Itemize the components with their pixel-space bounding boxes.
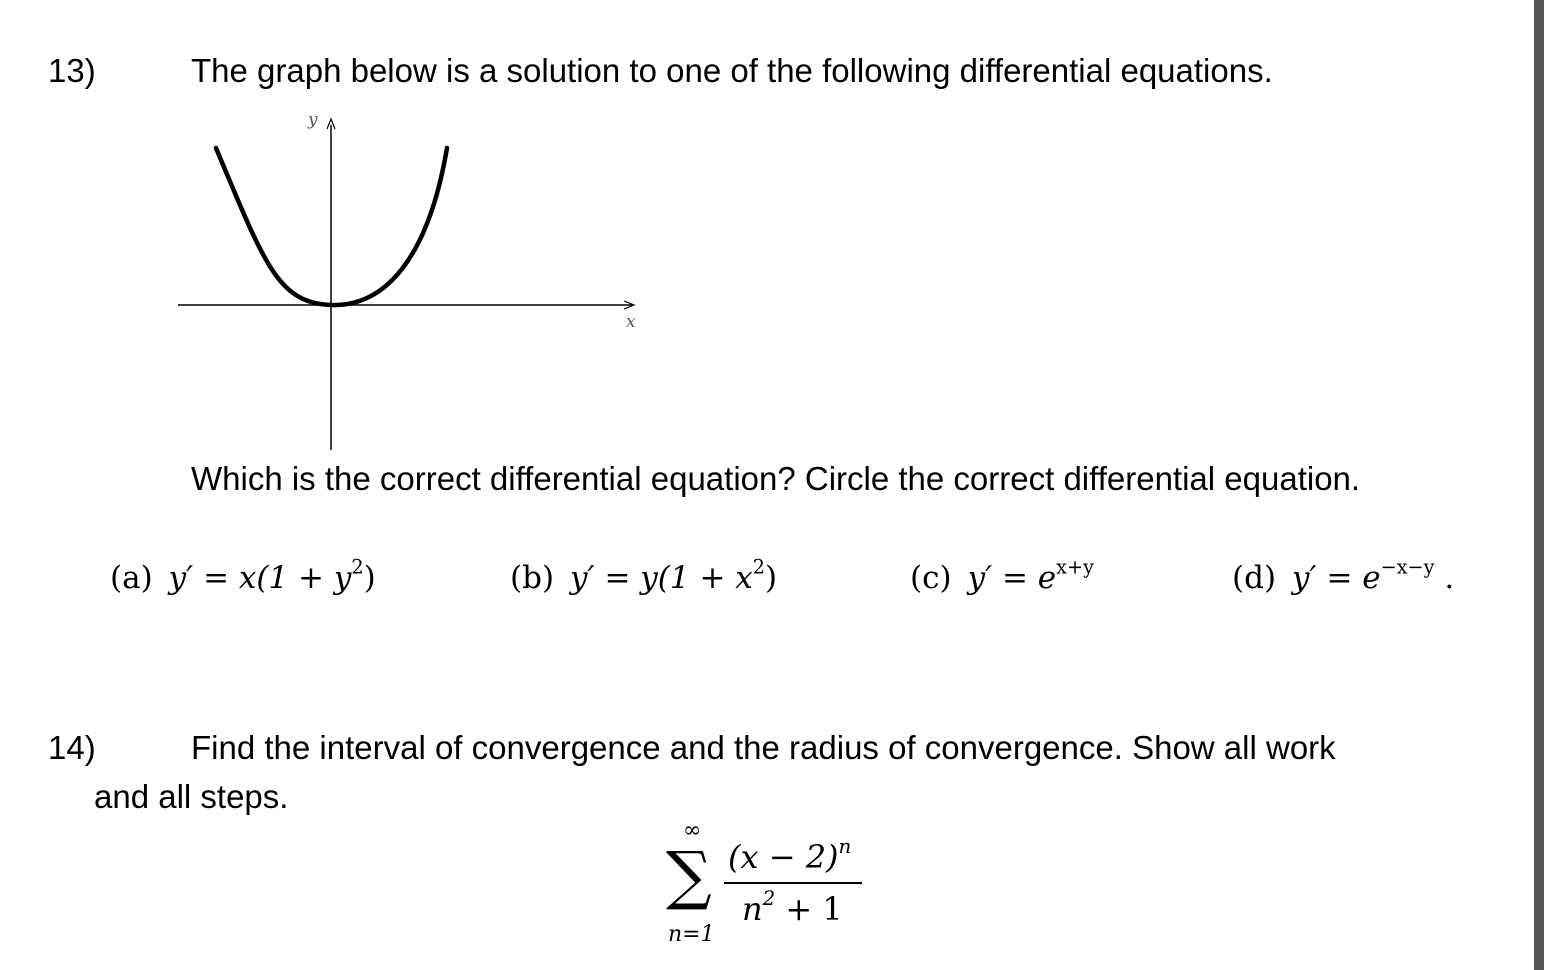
option-a-label: (a) bbox=[110, 560, 153, 596]
option-a-lhs: y′ = bbox=[168, 560, 239, 596]
question-14-prompt-line2: and all steps. bbox=[94, 778, 289, 815]
summation-sign: ∑ bbox=[666, 839, 712, 913]
question-13-number: 13) bbox=[48, 52, 96, 89]
y-axis-label: y bbox=[308, 110, 318, 130]
scrollbar[interactable] bbox=[1534, 0, 1544, 970]
option-a-rhs: x(1 + y bbox=[238, 560, 352, 596]
numerator-base: (x − 2) bbox=[728, 838, 839, 876]
denominator-tail: + 1 bbox=[775, 890, 843, 928]
option-d-label: (d) bbox=[1232, 560, 1277, 596]
solution-graph bbox=[170, 105, 650, 455]
option-a-exponent: 2 bbox=[351, 555, 364, 579]
x-axis-label: x bbox=[626, 312, 636, 332]
option-c[interactable] bbox=[910, 555, 1094, 596]
series-denominator bbox=[742, 887, 843, 928]
series-numerator bbox=[728, 835, 852, 876]
option-b-lhs: y′ = bbox=[570, 560, 641, 596]
option-d-close: . bbox=[1434, 560, 1455, 596]
question-13-instruction: Which is the correct differential equation? Circle the correct differential equation. bbox=[191, 460, 1361, 497]
denominator-base: n bbox=[742, 890, 763, 928]
denominator-exponent: 2 bbox=[762, 887, 776, 911]
option-a[interactable] bbox=[110, 555, 376, 596]
fraction-bar bbox=[724, 882, 862, 884]
option-b[interactable] bbox=[510, 555, 778, 596]
option-b-close: ) bbox=[765, 560, 778, 596]
option-b-label: (b) bbox=[510, 560, 555, 596]
question-14-prompt-line1: Find the interval of convergence and the radius of convergence. Show all work bbox=[191, 729, 1336, 766]
sum-lower-limit: n=1 bbox=[668, 922, 715, 947]
numerator-exponent: n bbox=[838, 835, 852, 859]
option-a-close: ) bbox=[363, 560, 376, 596]
option-d-exponent: −x−y bbox=[1380, 555, 1435, 579]
option-c-lhs: y′ = e bbox=[967, 560, 1057, 596]
question-13-prompt: The graph below is a solution to one of the following differential equations. bbox=[191, 52, 1273, 89]
question-14-number: 14) bbox=[48, 729, 96, 766]
sum-upper-limit: ∞ bbox=[683, 818, 702, 843]
option-c-exponent: x+y bbox=[1056, 555, 1094, 579]
option-d-lhs: y′ = e bbox=[1292, 560, 1381, 596]
option-c-label: (c) bbox=[910, 560, 952, 596]
option-b-exponent: 2 bbox=[752, 555, 765, 579]
option-d[interactable] bbox=[1232, 555, 1455, 596]
option-b-rhs: y(1 + x bbox=[640, 560, 753, 596]
